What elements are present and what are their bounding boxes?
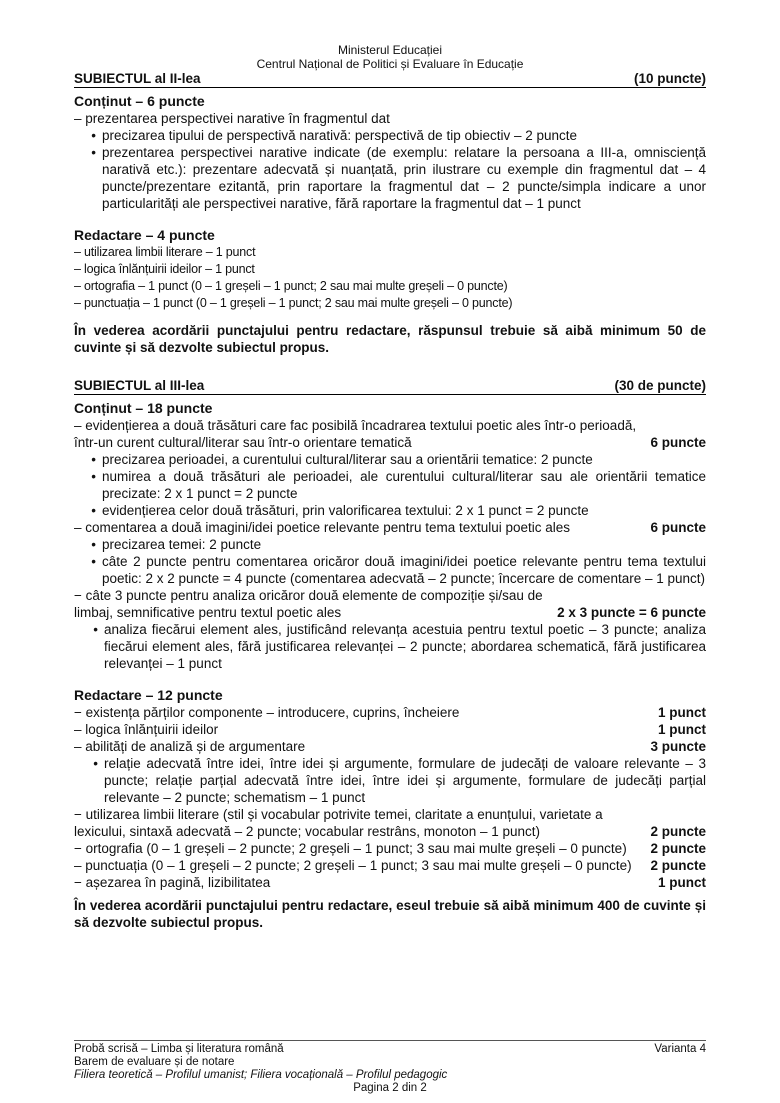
bullet-icon: •: [91, 554, 96, 569]
s3-redactare-row: − așezarea în pagină, lizibilitatea 1 punct: [74, 875, 706, 890]
s2-content-heading: Conținut – 6 puncte: [74, 93, 205, 109]
footer-page-number: Pagina 2 din 2: [353, 1082, 427, 1094]
points-label: 2 puncte: [650, 841, 706, 856]
s3-redactare-row: − utilizarea limbii literare (stil și vocabular potrivite temei, claritate a enunțului, varietate a lexicului, sintaxă adecvată – 2 puncte; vocabular restrâns, monoton – 1 punct) 2 puncte: [74, 807, 706, 839]
bullet-icon: •: [91, 452, 96, 467]
s2-redactare-heading: Redactare – 4 puncte: [74, 227, 215, 243]
s2-note: În vederea acordării punctajului pentru redactare, răspunsul trebuie să aibă minimum 50 de cuvinte și să dezvolte subiectul propus.: [74, 323, 706, 355]
bullet-icon: •: [91, 145, 96, 160]
points-label: 1 punct: [657, 875, 706, 890]
section-2-points: (10 puncte): [633, 71, 706, 86]
s2-redactare-item: – punctuația – 1 punct (0 – 1 greșeli – 1 punct; 2 sau mai multe greșeli – 0 puncte): [74, 296, 513, 310]
s2-redactare-item: – logica înlănțuirii ideilor – 1 punct: [74, 262, 255, 276]
s3-criterion-1: – evidențierea a două trăsături care fac posibilă încadrarea textului poetic ales într-o perioadă, într-un curent cultural/literar sau într-o orientare tematică 6 puncte: [74, 418, 706, 450]
footer-variant: Varianta 4: [654, 1043, 706, 1055]
document-page: [74, 0, 706, 931]
s2-content-intro: – prezentarea perspectivei narative în fragmentul dat: [74, 111, 390, 126]
points-label: 1 punct: [657, 722, 706, 737]
s3-c2-bullet: • câte 2 puncte pentru comentarea oricăror două imagini/idei poetice relevante pentru tema textului poetic: 2 x 2 puncte = 4 puncte (comentarea adecvată – 2 puncte; încercare de comentare – 1 punct): [74, 553, 706, 587]
s3-redactare-row: – logica înlănțuirii ideilor 1 punct: [74, 722, 706, 737]
page-footer: [74, 1040, 706, 1095]
section-3-title: [74, 378, 706, 395]
points-label: 6 puncte: [650, 435, 706, 450]
s3-c2-bullet: • precizarea temei: 2 puncte: [74, 536, 706, 553]
footer-exam: Probă scrisă – Limba și literatura română: [74, 1043, 284, 1055]
footer-barem: Barem de evaluare și de notare: [74, 1056, 235, 1068]
bullet-icon: •: [93, 622, 98, 637]
bullet-icon: •: [91, 128, 96, 143]
points-label: 3 puncte: [650, 739, 706, 754]
s3-note: În vederea acordării punctajului pentru redactare, eseul trebuie să aibă minimum 400 de cuvinte și să dezvolte subiectul propus.: [74, 898, 706, 930]
points-label: 6 puncte: [650, 520, 706, 535]
s3-redactare-row: – punctuația (0 – 1 greșeli – 2 puncte; 2 greșeli – 1 punct; 3 sau mai multe greșeli – 0 puncte) 2 puncte: [74, 858, 706, 873]
points-label: 2 puncte: [650, 858, 706, 873]
ministry-header: Ministerul Educației: [337, 43, 443, 57]
s2-redactare-item: – utilizarea limbii literare – 1 punct: [74, 245, 256, 259]
s2-bullet-1: • precizarea tipului de perspectivă narativă: perspectivă de tip obiectiv – 2 puncte: [74, 127, 706, 144]
bullet-icon: •: [93, 756, 98, 771]
s3-c3-bullet: • analiza fiecărui element ales, justificând relevanța acestuia pentru textul poetic – 3 puncte; analiza fiecărui element ales, fără justificarea relevanței – 2 puncte; abordarea schematică, fără justificarea relevanței – 1 punct: [74, 621, 706, 672]
section-2-label: SUBIECTUL al II-lea: [74, 71, 201, 86]
s3-redactare-heading: Redactare – 12 puncte: [74, 687, 223, 703]
s3-r3-bullet: • relație adecvată între idei, între idei și argumente, formulare de judecăți de valoare relevante – 3 puncte; relație parțial adecvată între idei, între idei și argumente, formulare de judecăți parțial relevante – 2 puncte; schematism – 1 punct: [74, 755, 706, 806]
bullet-icon: •: [91, 537, 96, 552]
s3-criterion-2: – comentarea a două imagini/idei poetice relevante pentru tema textului poetic ales 6 puncte: [74, 520, 706, 535]
s2-redactare-item: – ortografia – 1 punct (0 – 1 greșeli – 1 punct; 2 sau mai multe greșeli – 0 puncte): [74, 279, 508, 293]
s3-criterion-3: − câte 3 puncte pentru analiza oricăror două elemente de compoziție și/sau de limbaj, semnificative pentru textul poetic ales 2 x 3 puncte = 6 puncte: [74, 588, 706, 620]
footer-profile: Filiera teoretică – Profilul umanist; Filiera vocațională – Profilul pedagogic: [74, 1069, 448, 1081]
section-2-title: [74, 71, 706, 88]
s2-bullet-2: • prezentarea perspectivei narative indicate (de exemplu: relatare la persoana a III-a, omnisciență narativă etc.): prezentare adecvată și nuanțată, prin ilustrare cu exemple din fragmentul dat – 4 puncte/prezentare ezitantă, prin raportare la fragmentul dat – 2 puncte/simpla indicare a unor particularități ale perspectivei narative, fără raportare la fragmentul dat – 1 punct: [74, 144, 706, 212]
s3-c1-bullet: • precizarea perioadei, a curentului cultural/literar sau a orientării tematice: 2 puncte: [74, 451, 706, 468]
s3-c1-bullet: • evidențierea celor două trăsături, prin valorificarea textului: 2 x 1 punct = 2 puncte: [74, 502, 706, 519]
section-3-points: (30 de puncte): [614, 378, 706, 393]
points-label: 1 punct: [657, 705, 706, 720]
points-label: 2 puncte: [650, 824, 706, 839]
s3-redactare-row: – abilități de analiză și de argumentare 3 puncte: [74, 739, 706, 754]
s3-redactare-row: − existența părților componente – introducere, cuprins, încheiere 1 punct: [74, 705, 706, 720]
bullet-icon: •: [91, 503, 96, 518]
s3-redactare-row: − ortografia (0 – 1 greșeli – 2 puncte; 2 greșeli – 1 punct; 3 sau mai multe greșeli – 0 puncte) 2 puncte: [74, 841, 706, 856]
center-header: Centrul Național de Politici și Evaluare în Educație: [256, 57, 524, 71]
section-3-label: SUBIECTUL al III-lea: [74, 378, 205, 393]
bullet-icon: •: [91, 469, 96, 484]
s3-content-heading: Conținut – 18 puncte: [74, 400, 213, 416]
s3-c1-bullet: • numirea a două trăsături ale perioadei, ale curentului cultural/literar sau ale orientării tematice precizate: 2 x 1 punct = 2 puncte: [74, 468, 706, 502]
points-label: 2 x 3 puncte = 6 puncte: [557, 605, 706, 620]
